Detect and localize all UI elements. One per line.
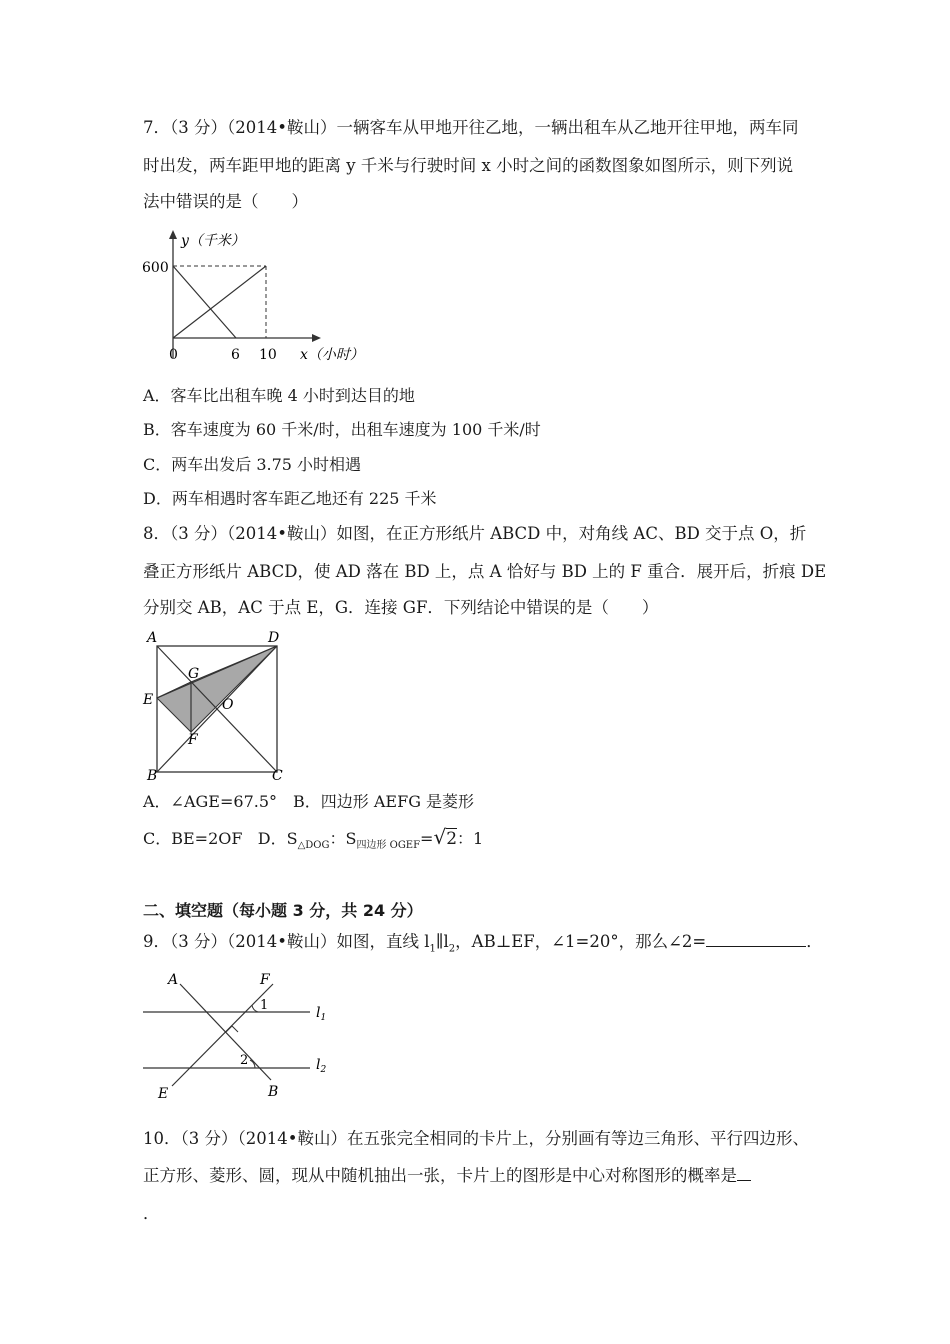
q9-label-l1-main: l [316, 1005, 321, 1021]
q9-label-angle2: 2 [240, 1053, 249, 1068]
sqrt-symbol: √2 [433, 825, 458, 849]
q9-label-l2 [316, 1057, 326, 1075]
q7-x-arrow [312, 334, 321, 342]
q7-line1: 7．（3 分）（2014•鞍山）一辆客车从甲地开往乙地，一辆出租车从乙地开往甲地，两车同 [143, 118, 799, 137]
q9-text-prefix: 9．（3 分）（2014•鞍山）如图，直线 l [143, 932, 430, 951]
q7-y-label: y（千米） [181, 233, 245, 249]
q7-bus-line [173, 266, 266, 338]
q8-option-d-sub2: 四边形 OGEF [356, 840, 421, 852]
q8-figure [140, 626, 300, 786]
q8-option-d-sub1: △DOG [297, 840, 330, 852]
q9-label-f: F [260, 972, 270, 988]
q8-option-d-mid: ：S [329, 829, 357, 848]
q7-y-arrow [169, 230, 177, 239]
q8-option-d-eq: = [420, 829, 434, 848]
q9-sub1: 1 [429, 943, 436, 955]
q9-sub2: 2 [448, 943, 456, 955]
q10-line1: 10．（3 分）（2014•鞍山）在五张完全相同的卡片上，分别画有等边三角形、平行四边形、 [143, 1129, 809, 1148]
q9-angle2-arc [250, 1060, 255, 1068]
q7-option-d: D．两车相遇时客车距乙地还有 225 千米 [143, 489, 437, 508]
q7-option-a: A．客车比出租车晚 4 小时到达目的地 [143, 386, 415, 405]
q8-option-d-prefix: D．S [257, 829, 298, 848]
q7-taxi-line [173, 266, 236, 338]
q10-line2: 正方形、菱形、圆，现从中随机抽出一张，卡片上的图形是中心对称图形的概率是 [143, 1166, 737, 1185]
q9-figure [140, 968, 340, 1108]
q7-graph [140, 228, 390, 368]
section-2-title: 二、填空题（每小题 3 分，共 24 分） [143, 901, 423, 920]
q7-line2: 时出发，两车距甲地的距离 y 千米与行驶时间 x 小时之间的函数图象如图所示，则下列说 [143, 156, 794, 175]
q7-x-tick-6: 6 [231, 347, 240, 363]
q9-angle1-arc [252, 1005, 258, 1012]
q8-label-f: F [188, 732, 198, 748]
q8-option-c: C．BE=2OF [143, 829, 243, 848]
q9-label-a: A [168, 972, 179, 988]
q8-option-d-suffix: ：1 [457, 829, 484, 848]
q8-label-a: A [147, 630, 158, 646]
q9-label-l1-sub: 1 [320, 1013, 327, 1023]
q7-option-c: C．两车出发后 3.75 小时相遇 [143, 455, 362, 474]
q8-label-b: B [147, 768, 158, 784]
q8-line1: 8．（3 分）（2014•鞍山）如图，在正方形纸片 ABCD 中，对角线 AC、BD 交于点 O，折 [143, 524, 807, 543]
q7-y-tick-600: 600 [142, 260, 169, 276]
q9-label-b: B [268, 1084, 279, 1100]
q7-x-label: x（小时） [300, 347, 364, 363]
q9-label-angle1: 1 [260, 998, 269, 1013]
q7-line3: 法中错误的是（ ） [143, 192, 308, 211]
q8-line2: 叠正方形纸片 ABCD，使 AD 落在 BD 上，点 A 恰好与 BD 上的 F 重合．展开后，折痕 DE [143, 562, 827, 581]
q8-shaded-small [157, 682, 191, 732]
q8-option-cd [143, 826, 483, 857]
q8-label-c: C [272, 768, 283, 784]
q9-mid: ∥l [435, 932, 449, 951]
q9-line [143, 931, 823, 960]
q9-end: ． [806, 932, 823, 951]
q9-label-l2-main: l [316, 1057, 321, 1073]
q10-line2-wrap [143, 1165, 751, 1187]
q8-option-ab: A．∠AGE=67.5° B．四边形 AEFG 是菱形 [143, 792, 475, 811]
q8-label-e: E [143, 692, 154, 708]
q7-origin-label: 0 [169, 347, 178, 363]
q9-line-ab [180, 984, 271, 1080]
q8-label-g: G [188, 666, 200, 682]
q8-label-o: O [222, 697, 234, 713]
q8-line3: 分别交 AB，AC 于点 E，G．连接 GF．下列结论中错误的是（ ） [143, 598, 659, 617]
q10-answer-blank[interactable] [737, 1165, 751, 1181]
q9-label-e: E [158, 1086, 169, 1102]
q9-text-suffix: ，AB⊥EF，∠1=20°，那么∠2= [455, 932, 707, 951]
q9-label-l1 [316, 1005, 326, 1023]
q8-label-d: D [268, 630, 280, 646]
q7-option-b: B．客车速度为 60 千米/时，出租车速度为 100 千米/时 [143, 420, 541, 439]
q10-line3: ． [143, 1204, 160, 1223]
q9-line-ef [172, 984, 273, 1086]
q8-option-d-root: 2 [446, 829, 458, 849]
q9-label-l2-sub: 2 [320, 1065, 327, 1075]
q9-answer-blank[interactable] [706, 931, 806, 947]
q7-x-tick-10: 10 [259, 347, 277, 363]
